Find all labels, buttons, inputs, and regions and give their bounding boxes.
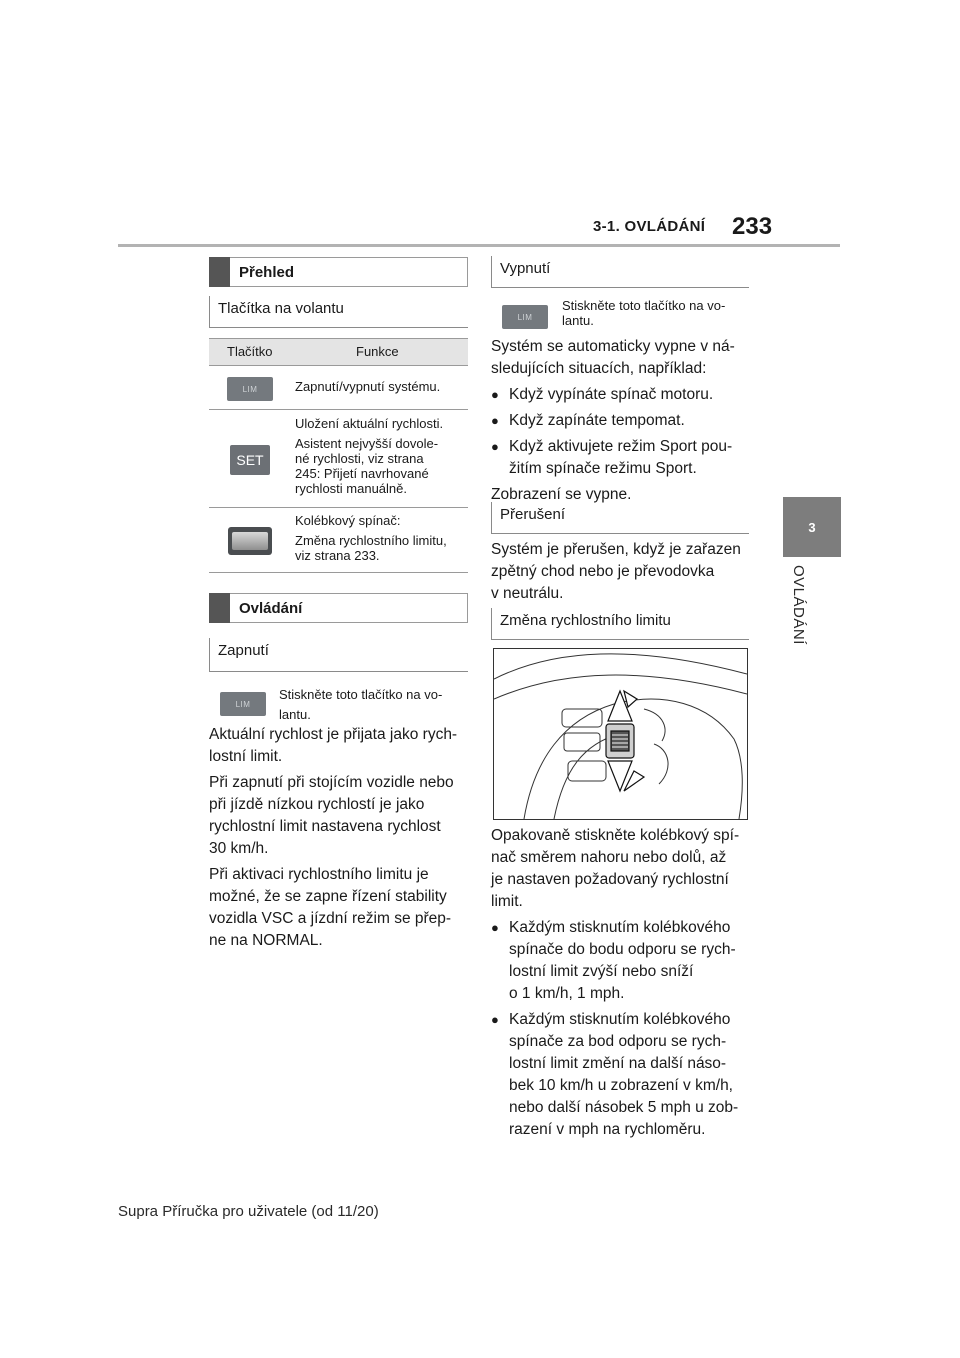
right-upper-text: Systém se automaticky vypne v ná- sledujících situacích, například: ● Když vypínáte spínač motoru. ● Když zapínáte tempomat. ● Když aktivujete režim Sport pou- žitím spínače režimu Sport. Zobrazení se vypne. bbox=[491, 336, 753, 506]
table-header bbox=[209, 338, 468, 366]
chapter-label: OVLÁDÁNÍ bbox=[790, 565, 807, 645]
section-title: 3-1. OVLÁDÁNÍ bbox=[593, 218, 706, 235]
vypnuti-heading: Vypnutí bbox=[491, 256, 749, 288]
set-button-icon: SET bbox=[230, 445, 270, 475]
table-row bbox=[209, 409, 468, 508]
steering-wheel-illustration bbox=[493, 648, 748, 820]
chapter-tab bbox=[783, 497, 841, 557]
lim-button-icon: LIM bbox=[227, 377, 273, 401]
col-function-header: Funkce bbox=[356, 344, 399, 359]
zapnuti-heading: Zapnutí bbox=[209, 638, 468, 672]
footer-text: Supra Příručka pro uživatele (od 11/20) bbox=[118, 1203, 379, 1220]
list-item: ● Když aktivujete režim Sport pou- žitím spínače režimu Sport. bbox=[491, 436, 753, 480]
chapter-number: 3 bbox=[808, 519, 816, 535]
list-item: ● Když zapínáte tempomat. bbox=[491, 410, 753, 432]
preruseni-heading: Přerušení bbox=[491, 502, 749, 534]
heading-block-icon bbox=[209, 593, 230, 623]
zmena-heading: Změna rychlostního limitu bbox=[491, 608, 749, 640]
ovladani-heading: Ovládání bbox=[209, 593, 468, 623]
row-function: Uložení aktuální rychlosti. Asistent nejvyšší dovole- né rychlosti, viz strana 245: Přijetí navrhované rychlosti manuálně. bbox=[295, 416, 444, 496]
lim-button-icon: LIM bbox=[220, 692, 266, 716]
zapnuti-instruction: Stiskněte toto tlačítko na vo- lantu. bbox=[279, 687, 443, 722]
left-paragraphs: Aktuální rychlost je přijata jako rych- lostní limit. Při zapnutí při stojícím vozidle nebo při jízdě nízkou rychlostí je jako rychlostní limit nastavena rychlost 30 km/h. Při aktivaci rychlostního limitu je možné, že se zapne řízení stability vozidla VSC a jízdní režim se přep- ne na NORMAL. bbox=[209, 726, 458, 949]
list-item: ● Když vypínáte spínač motoru. bbox=[491, 384, 753, 406]
rocker-switch-diagram-icon bbox=[494, 649, 747, 819]
header-rule bbox=[118, 244, 840, 247]
row-function: Kolébkový spínač: Změna rychlostního limitu, viz strana 233. bbox=[295, 513, 447, 563]
lim-button-icon: LIM bbox=[502, 305, 548, 329]
rocker-switch-icon bbox=[228, 527, 272, 555]
volant-heading: Tlačítka na volantu bbox=[209, 296, 468, 328]
heading-block-icon bbox=[209, 257, 230, 287]
page-number: 233 bbox=[732, 213, 773, 240]
table-row bbox=[209, 507, 468, 573]
prehled-heading: Přehled bbox=[209, 257, 468, 287]
right-lower-text: Opakovaně stiskněte kolébkový spí- nač směrem nahoru nebo dolů, až je nastaven požadovaný rychlostní limit. ● Každým stisknutím kolébkového spínače do bodu odporu se rych- lostní limit zvýší nebo sníží o 1 km/h, 1 mph. ● Každým stisknutím kolébkového spínače za bod odporu se rych- lostní limit změní na další náso- bek 10 km/h u zobrazení v km/h, nebo další násobek 5 mph u zob- razení v mph na rychloměru. bbox=[491, 825, 753, 1141]
vypnuti-instruction: Stiskněte toto tlačítko na vo- lantu. bbox=[562, 298, 726, 328]
row-function: Zapnutí/vypnutí systému. bbox=[295, 379, 441, 394]
list-item: ● Každým stisknutím kolébkového spínače za bod odporu se rych- lostní limit změní na další náso- bek 10 km/h u zobrazení v km/h, nebo další násobek 5 mph u zob- razení v mph na rychloměru. bbox=[491, 1009, 753, 1141]
col-button-header: Tlačítko bbox=[227, 344, 273, 359]
preruseni-text: Systém je přerušen, když je zařazen zpětný chod nebo je převodovka v neutrálu. bbox=[491, 541, 741, 602]
table-row bbox=[209, 365, 468, 410]
list-item: ● Každým stisknutím kolébkového spínače do bodu odporu se rych- lostní limit zvýší nebo sníží o 1 km/h, 1 mph. bbox=[491, 917, 753, 1005]
